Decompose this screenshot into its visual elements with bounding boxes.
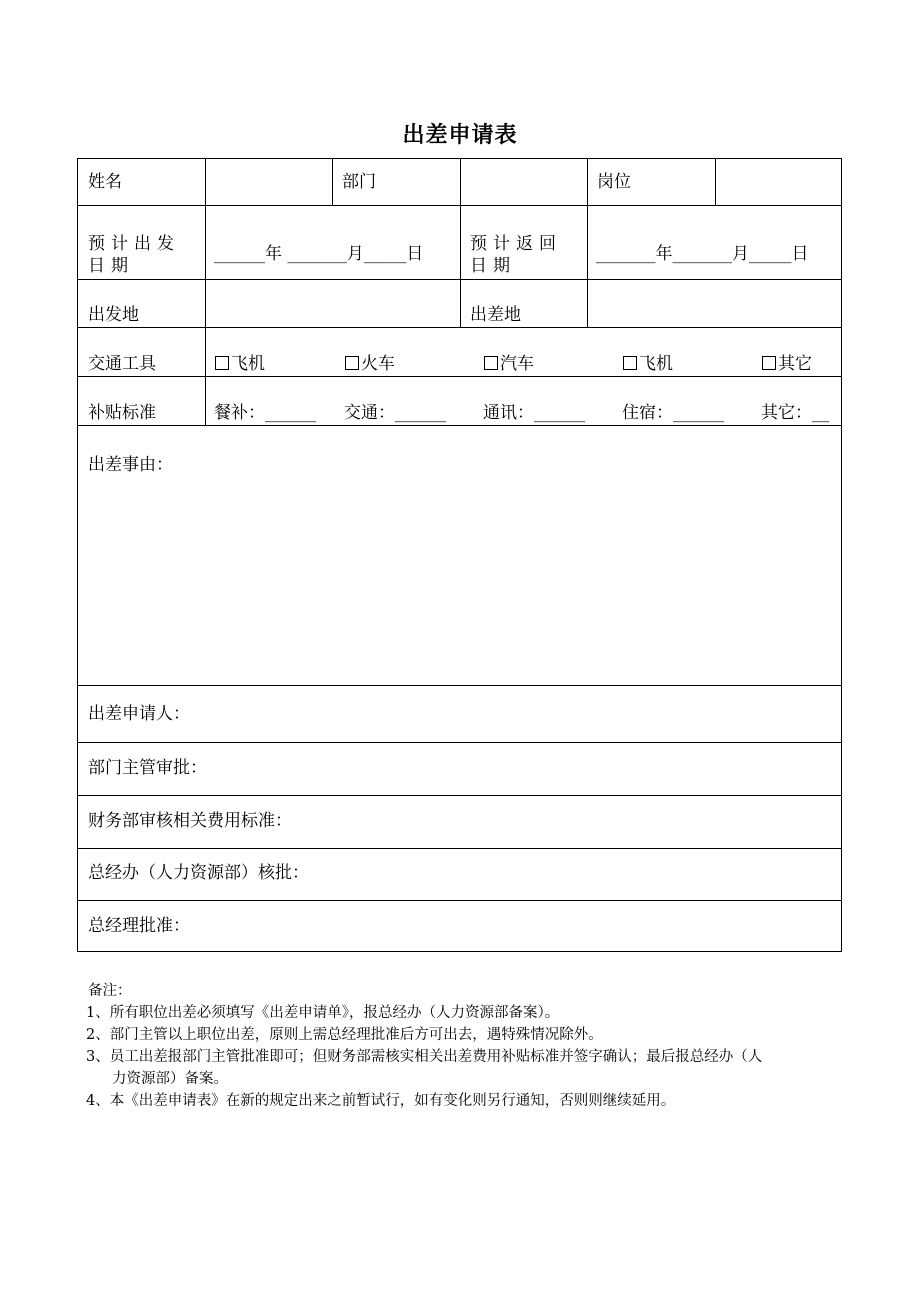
allowance-label: 补贴标准 <box>88 403 156 423</box>
communication-allowance-field[interactable]: 通讯：______ <box>483 403 585 423</box>
name-label: 姓名 <box>88 172 122 192</box>
origin-label: 出发地 <box>88 305 139 325</box>
note-item: 4、本《出差申请表》在新的规定出来之前暂试行，如有变化则另行通知，否则则继续延用。 <box>86 1093 676 1109</box>
notes-heading: 备注： <box>88 983 132 999</box>
travel-application-form <box>77 158 842 952</box>
transport-option-car[interactable]: 汽车 <box>484 353 534 375</box>
checkbox-icon <box>484 356 498 370</box>
departure-date-label: 预计出发日期 <box>88 234 180 276</box>
applicant-signature[interactable]: 出差申请人： <box>88 704 190 724</box>
position-field[interactable] <box>724 171 834 193</box>
destination-field[interactable] <box>596 289 836 319</box>
transport-option-plane-2[interactable]: 飞机 <box>623 353 673 375</box>
finance-review[interactable]: 财务部审核相关费用标准： <box>88 811 292 831</box>
name-field[interactable] <box>214 171 324 193</box>
position-label: 岗位 <box>597 172 631 192</box>
origin-field[interactable] <box>214 289 454 319</box>
notes-section <box>88 980 848 1112</box>
checkbox-icon <box>762 356 776 370</box>
destination-label: 出差地 <box>470 305 521 325</box>
other-allowance-field[interactable]: 其它：__ <box>761 403 829 423</box>
department-label: 部门 <box>342 172 376 192</box>
reason-label: 出差事由： <box>88 455 173 475</box>
reason-field[interactable] <box>88 484 828 674</box>
transport-option-other[interactable]: 其它 <box>762 353 812 375</box>
dept-manager-approval[interactable]: 部门主管审批： <box>88 758 207 778</box>
note-item-continued: 力资源部）备案。 <box>112 1071 228 1087</box>
page-title: 出差申请表 <box>402 122 518 148</box>
checkbox-icon <box>345 356 359 370</box>
return-date-label: 预计返回日期 <box>470 234 562 276</box>
transport-option-train[interactable]: 火车 <box>345 353 395 375</box>
note-item: 2、部门主管以上职位出差，原则上需总经理批准后方可出去，遇特殊情况除外。 <box>86 1027 603 1043</box>
transport-option-plane[interactable]: 飞机 <box>215 353 265 375</box>
lodging-allowance-field[interactable]: 住宿：______ <box>622 403 724 423</box>
department-field[interactable] <box>468 171 578 193</box>
traffic-allowance-field[interactable]: 交通：______ <box>344 403 446 423</box>
note-item: 3、员工出差报部门主管批准即可；但财务部需核实相关出差费用补贴标准并签字确认；最后报总经办（人 <box>86 1049 763 1065</box>
gm-office-approval[interactable]: 总经办（人力资源部）核批： <box>88 863 309 883</box>
checkbox-icon <box>623 356 637 370</box>
transport-label: 交通工具 <box>88 354 156 374</box>
departure-date-field[interactable]: ______年 _______月_____日 <box>214 244 424 264</box>
note-item: 1、所有职位出差必须填写《出差申请单》，报总经办（人力资源部备案）。 <box>86 1005 560 1021</box>
general-manager-approval[interactable]: 总经理批准： <box>88 916 190 936</box>
checkbox-icon <box>215 356 229 370</box>
meal-allowance-field[interactable]: 餐补：______ <box>214 403 316 423</box>
return-date-field[interactable]: _______年_______月_____日 <box>596 244 809 264</box>
